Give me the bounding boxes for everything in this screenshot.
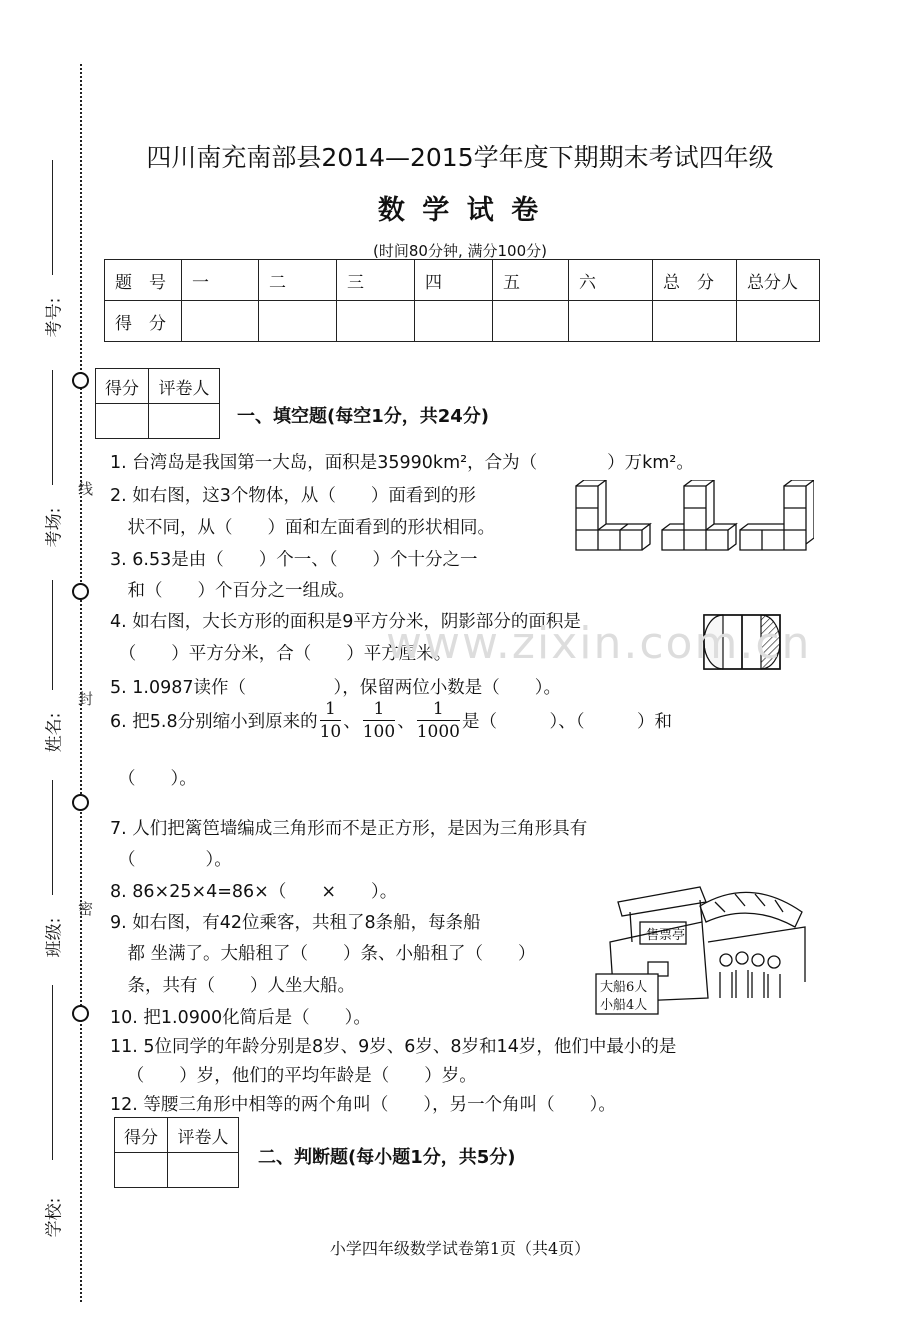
question-6-text: 6. 把5.8分别缩小到原来的 xyxy=(110,712,318,732)
question-3-line1: 3. 6.53是由（ ）个一、（ ）个十分之一 xyxy=(110,550,478,570)
blank-line xyxy=(52,985,53,1160)
binding-hole xyxy=(72,1005,89,1022)
binding-hole xyxy=(72,794,89,811)
question-11-line2: （ ）岁，他们的平均年龄是（ ）岁。 xyxy=(118,1066,477,1086)
question-9-line1: 9. 如右图，有42位乘客，共租了8条船，每条船 xyxy=(110,913,481,933)
question-11-line1: 11. 5位同学的年龄分别是8岁、9岁、6岁、8岁和14岁，他们中最小的是 xyxy=(110,1037,677,1057)
question-12: 12. 等腰三角形中相等的两个角叫（ ），另一个角叫（ ）。 xyxy=(110,1095,616,1115)
question-2-line1: 2. 如右图，这3个物体，从（ ）面看到的形 xyxy=(110,486,476,506)
question-5: 5. 1.0987读作（ ），保留两位小数是（ ）。 xyxy=(110,678,561,698)
fraction-one-tenth xyxy=(320,698,342,743)
exam-title: 四川南充南部县2014—2015学年度下期期末考试四年级 xyxy=(146,143,774,172)
big-boat-capacity: 大船6人 xyxy=(600,980,648,995)
score-input-cell[interactable] xyxy=(737,301,820,342)
grader-input-cell[interactable] xyxy=(168,1153,239,1188)
exam-subject-title: 数 学 试 卷 xyxy=(377,195,543,226)
table-cell: 得分 xyxy=(96,369,149,404)
question-10: 10. 把1.0900化简后是（ ）。 xyxy=(110,1008,371,1028)
watermark: www.zixin.com.cn xyxy=(386,618,812,669)
fraction-denominator: 1000 xyxy=(416,722,460,742)
ticket-booth-sign: 售票亭 xyxy=(646,928,686,943)
binding-hole xyxy=(72,583,89,600)
fraction-numerator: 1 xyxy=(363,698,395,721)
blank-line xyxy=(52,780,53,895)
table-cell: 五 xyxy=(493,260,569,301)
score-table xyxy=(104,259,820,342)
table-cell: 评卷人 xyxy=(149,369,220,404)
seal-char-xian: 线 xyxy=(78,480,94,498)
fraction-denominator: 10 xyxy=(319,722,342,742)
question-6-line2: （ ）。 xyxy=(118,769,197,789)
table-cell: 六 xyxy=(569,260,653,301)
fraction-numerator: 1 xyxy=(320,698,342,721)
table-cell: 评卷人 xyxy=(168,1118,239,1153)
table-cell: 总 分 xyxy=(653,260,737,301)
question-9-line3: 条，共有（ ）人坐大船。 xyxy=(110,976,355,996)
table-cell: 二 xyxy=(259,260,337,301)
blank-line xyxy=(52,580,53,690)
score-table-header-row xyxy=(105,260,820,301)
score-input-cell[interactable] xyxy=(259,301,337,342)
cube-figure-1 xyxy=(576,480,650,550)
seal-char-mi: 密 xyxy=(78,900,94,918)
boat-ticket-illustration xyxy=(590,882,812,1016)
cube-figures xyxy=(574,480,814,552)
grader-input-cell[interactable] xyxy=(149,404,220,439)
label-school: 学校: xyxy=(44,1197,65,1238)
blank-line xyxy=(52,370,53,485)
score-input-cell[interactable] xyxy=(653,301,737,342)
question-8: 8. 86×25×4=86×（ × ）。 xyxy=(110,882,398,902)
score-input-cell[interactable] xyxy=(493,301,569,342)
score-input-cell[interactable] xyxy=(182,301,259,342)
section2-heading: 二、判断题(每小题1分，共5分) xyxy=(258,1147,516,1168)
table-cell: 得分 xyxy=(115,1118,168,1153)
fraction-numerator: 1 xyxy=(417,698,460,721)
fraction-one-hundredth xyxy=(363,698,395,743)
score-input-cell[interactable] xyxy=(96,404,149,439)
separator: 、 xyxy=(343,712,361,732)
page-footer: 小学四年级数学试卷第1页（共4页） xyxy=(329,1239,591,1258)
cube-figure-2 xyxy=(662,480,736,550)
score-table-score-row xyxy=(105,301,820,342)
label-name: 姓名: xyxy=(44,712,65,753)
exam-time-info: (时间80分钟, 满分100分) xyxy=(373,242,547,260)
fraction-one-thousandth xyxy=(417,698,460,743)
question-6-blanks: 是（ ）、（ ）和 xyxy=(461,712,672,732)
table-cell: 题 号 xyxy=(105,260,182,301)
question-4-line1: 4. 如右图，大长方形的面积是9平方分米，阴影部分的面积是 xyxy=(110,612,581,632)
table-cell: 一 xyxy=(182,260,259,301)
score-input-cell[interactable] xyxy=(337,301,415,342)
question-6-line1 xyxy=(110,698,672,743)
question-7-line1: 7. 人们把篱笆墙编成三角形而不是正方形，是因为三角形具有 xyxy=(110,819,588,839)
fraction-denominator: 100 xyxy=(362,722,396,742)
binding-hole xyxy=(72,372,89,389)
separator: 、 xyxy=(397,712,415,732)
question-9-line2: 都 坐满了。大船租了（ ）条、小船租了（ ） xyxy=(110,944,536,964)
seal-char-feng: 封 xyxy=(78,690,94,708)
question-7-line2: （ ）。 xyxy=(118,850,232,870)
question-2-line2: 状不同，从（ ）面和左面看到的形状相同。 xyxy=(110,518,495,538)
grader-table-section1 xyxy=(95,368,220,439)
cube-figure-3 xyxy=(740,480,814,550)
question-3-line2: 和（ ）个百分之一组成。 xyxy=(110,581,355,601)
table-cell: 四 xyxy=(415,260,493,301)
label-exam-number: 考号: xyxy=(44,297,65,338)
table-cell: 得 分 xyxy=(105,301,182,342)
score-input-cell[interactable] xyxy=(415,301,493,342)
section1-heading: 一、填空题(每空1分，共24分) xyxy=(237,406,490,427)
grader-table-section2 xyxy=(114,1117,239,1188)
label-class: 班级: xyxy=(44,917,65,958)
question-4-line2: （ ）平方分米，合（ ）平方厘米。 xyxy=(110,644,452,664)
score-input-cell[interactable] xyxy=(569,301,653,342)
small-boat-capacity: 小船4人 xyxy=(600,998,648,1013)
table-cell: 三 xyxy=(337,260,415,301)
label-exam-room: 考场: xyxy=(44,507,65,548)
question-1: 1. 台湾岛是我国第一大岛，面积是35990km²，合为（ ）万km²。 xyxy=(110,453,694,473)
table-cell: 总分人 xyxy=(737,260,820,301)
score-input-cell[interactable] xyxy=(115,1153,168,1188)
